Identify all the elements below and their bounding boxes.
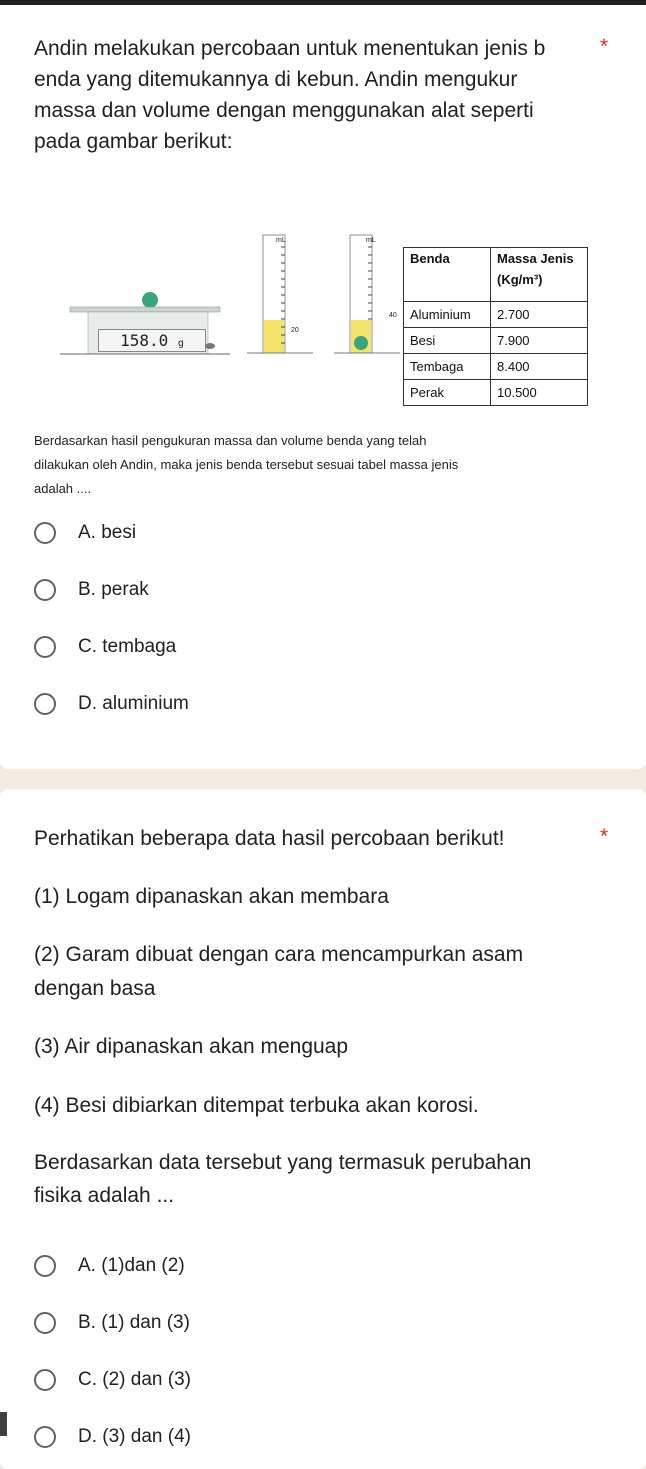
data-item: (1) Logam dipanaskan akan membara (34, 885, 389, 908)
question-title: Perhatikan beberapa data hasil percobaan berikut! (34, 827, 505, 850)
table-header-row (404, 248, 588, 302)
question-title-line: pada gambar berikut: (34, 130, 233, 153)
question-card-1 (0, 5, 646, 769)
scale-display (98, 329, 206, 352)
cylinder-1-unit: mL (276, 237, 286, 244)
table-cell: 2.700 (491, 302, 588, 328)
table-cell: Tembaga (404, 354, 491, 380)
table-row (404, 354, 588, 380)
option-label: D. (3) dan (4) (78, 1426, 191, 1447)
option-b[interactable] (34, 575, 149, 605)
option-c[interactable] (34, 632, 176, 662)
radio-button[interactable] (34, 1255, 56, 1277)
table-header-cell: Benda (404, 248, 491, 302)
table-cell: Besi (404, 328, 491, 354)
option-label: A. besi (78, 522, 137, 543)
option-d[interactable] (34, 689, 189, 719)
option-label: C. (2) dan (3) (78, 1369, 191, 1390)
radio-button[interactable] (34, 636, 56, 658)
caption-line: dilakukan oleh Andin, maka jenis benda tersebut sesuai tabel massa jenis (34, 457, 459, 472)
scale-unit: g (177, 338, 184, 349)
option-c[interactable] (34, 1365, 191, 1395)
table-header-label: Massa Jenis (497, 251, 574, 266)
question-caption (34, 429, 594, 501)
data-item: (3) Air dipanaskan akan menguap (34, 1035, 349, 1058)
question-text: Berdasarkan data tersebut yang termasuk perubahan (34, 1151, 532, 1174)
option-label: B. (1) dan (3) (78, 1312, 190, 1333)
option-label: B. perak (78, 579, 149, 600)
option-label: D. aluminium (78, 693, 189, 714)
cylinder-2-unit: mL (366, 237, 376, 244)
option-b[interactable] (34, 1308, 190, 1338)
option-label: C. tembaga (78, 636, 177, 657)
table-cell: 8.400 (491, 354, 588, 380)
density-table (403, 247, 588, 406)
question-text: fisika adalah ... (34, 1184, 175, 1207)
radio-button[interactable] (34, 693, 56, 715)
table-header-cell (491, 248, 588, 302)
question-title-line: Andin melakukan percobaan untuk menentukan jenis b (34, 37, 546, 60)
table-header-unit: (Kg/m³) (497, 272, 543, 287)
table-row (404, 302, 588, 328)
radio-button[interactable] (34, 579, 56, 601)
measuring-cylinder-1 (245, 225, 320, 365)
question-title (34, 33, 614, 157)
table-row (404, 328, 588, 354)
table-cell: Aluminium (404, 302, 491, 328)
option-d[interactable] (34, 1422, 191, 1452)
table-cell: Perak (404, 380, 491, 406)
data-item: (2) Garam dibuat dengan cara mencampurkan asam (34, 943, 524, 966)
scale-reading: 158.0 (120, 331, 169, 350)
table-cell: 7.900 (491, 328, 588, 354)
radio-button[interactable] (34, 522, 56, 544)
cylinder-1-mark: 20 (291, 327, 299, 334)
caption-line: Berdasarkan hasil pengukuran massa dan volume benda yang telah (34, 433, 427, 448)
question-title-line: enda yang ditemukannya di kebun. Andin mengukur (34, 68, 518, 91)
radio-button[interactable] (34, 1426, 56, 1448)
required-asterisk: * (600, 825, 609, 848)
option-label: A. (1)dan (2) (78, 1255, 185, 1276)
option-a[interactable] (34, 1251, 185, 1281)
question-title-line: massa dan volume dengan menggunakan alat seperti (34, 99, 534, 122)
option-a[interactable] (34, 518, 136, 548)
question-card-2 (0, 789, 646, 1469)
data-item: dengan basa (34, 977, 156, 1000)
radio-button[interactable] (34, 1369, 56, 1391)
radio-button[interactable] (34, 1312, 56, 1334)
required-asterisk: * (600, 35, 609, 58)
measuring-cylinder-2 (332, 225, 407, 365)
scroll-marker (0, 1412, 7, 1436)
caption-line: adalah .... (34, 481, 92, 496)
cylinder-2-mark: 40 (389, 312, 397, 319)
data-item: (4) Besi dibiarkan ditempat terbuka akan korosi. (34, 1094, 479, 1117)
table-cell: 10.500 (491, 380, 588, 406)
table-row (404, 380, 588, 406)
